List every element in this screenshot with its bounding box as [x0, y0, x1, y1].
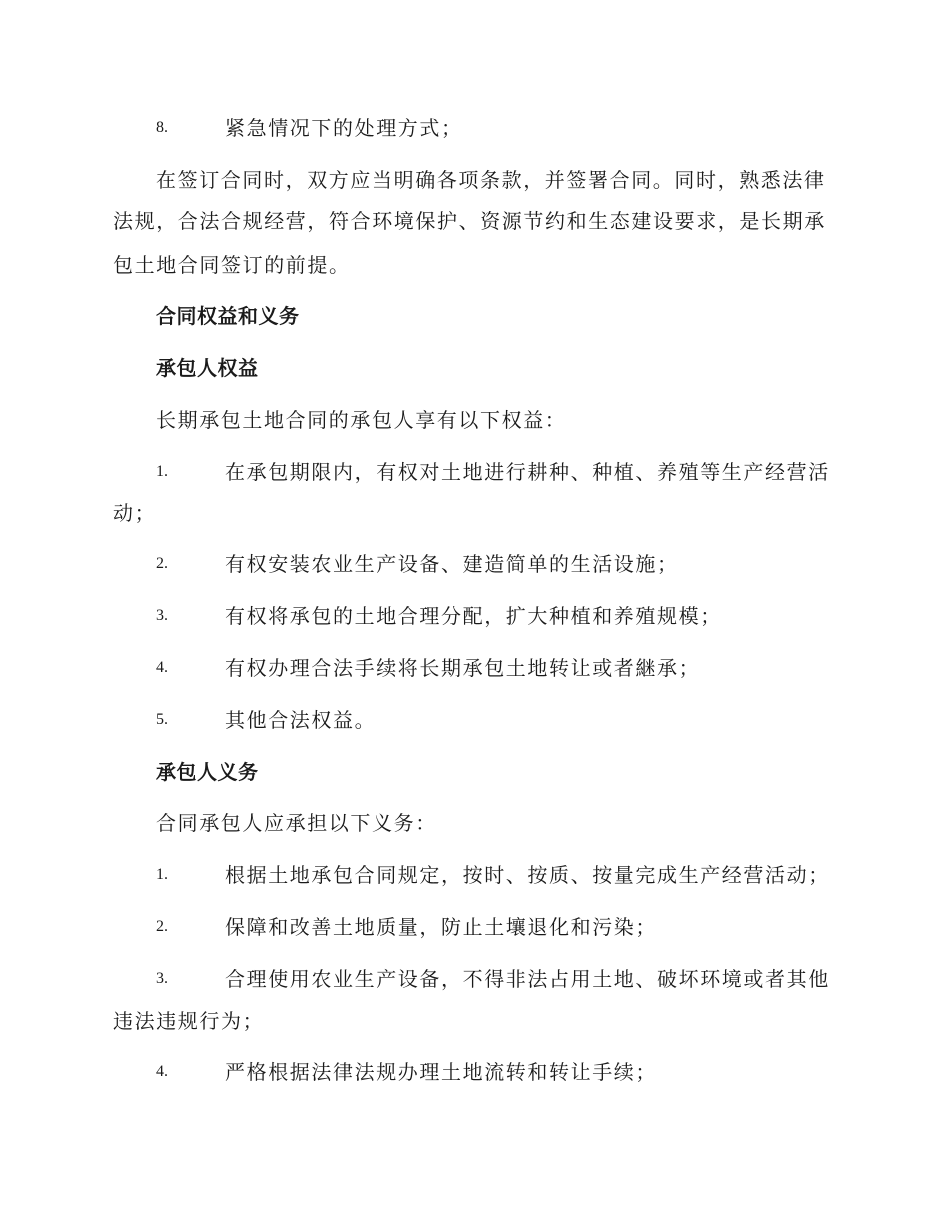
- list-item-text: 有权安装农业生产设备、建造简单的生活设施；: [225, 552, 679, 576]
- section-heading: 合同权益和义务: [156, 304, 300, 328]
- intro-text: 长期承包土地合同的承包人享有以下权益：: [156, 408, 567, 432]
- list-item-number: 8.: [156, 119, 168, 136]
- subsection-heading: 承包人义务: [156, 760, 259, 784]
- list-item-number: 3.: [156, 607, 168, 624]
- paragraph-line: 法规，合法合规经营，符合环境保护、资源节约和生态建设要求，是长期承: [113, 209, 826, 233]
- list-item-number: 1.: [156, 463, 168, 480]
- list-item-number: 3.: [156, 970, 168, 987]
- list-item-text: 合理使用农业生产设备，不得非法占用土地、破坏环境或者其他: [225, 967, 830, 991]
- list-item-text: 其他合法权益。: [225, 708, 377, 732]
- list-item-text: 严格根据法律法规办理土地流转和转让手续；: [225, 1060, 657, 1084]
- list-item-number: 4.: [156, 1063, 168, 1080]
- list-item-text: 紧急情况下的处理方式；: [225, 116, 463, 140]
- list-item-number: 2.: [156, 918, 168, 935]
- list-item-text: 根据土地承包合同规定，按时、按质、按量完成生产经营活动；: [225, 863, 830, 887]
- list-item-continuation: 动；: [113, 501, 157, 525]
- list-item-text: 有权将承包的土地合理分配，扩大种植和养殖规模；: [225, 604, 722, 628]
- list-item-text: 有权办理合法手续将长期承包土地转让或者継承；: [225, 656, 701, 680]
- paragraph-line: 在签订合同时，双方应当明确各项条款，并签署合同。同时，熟悉法律: [156, 168, 826, 192]
- paragraph-line: 包土地合同签订的前提。: [113, 253, 351, 277]
- list-item-text: 在承包期限内，有权对土地进行耕种、种植、养殖等生产经营活: [225, 460, 830, 484]
- list-item-number: 1.: [156, 866, 168, 883]
- list-item-number: 5.: [156, 711, 168, 728]
- subsection-heading: 承包人权益: [156, 356, 259, 380]
- intro-text: 合同承包人应承担以下义务：: [156, 811, 437, 835]
- list-item-number: 4.: [156, 659, 168, 676]
- list-item-continuation: 违法违规行为；: [113, 1009, 265, 1033]
- list-item-text: 保障和改善土地质量，防止土壤退化和污染；: [225, 915, 657, 939]
- list-item-number: 2.: [156, 555, 168, 572]
